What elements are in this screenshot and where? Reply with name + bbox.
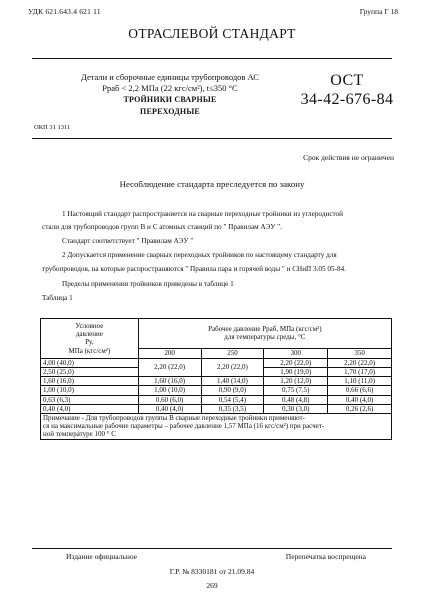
- value-cell: 0,30 (3,0): [264, 404, 328, 413]
- table-note: Примечание - Для трубопроводов группы В сварные переходные тройники применяют- ся на максимальные рабочие параметры – рабочее давление 1,57 МПа (16 кгс/см²) при расчет- ной температуре 100 ° С: [41, 414, 392, 440]
- py-cell: 1,60 (16,0): [41, 377, 139, 386]
- product-name-line-2: ПЕРЕХОДНЫЕ: [140, 106, 200, 116]
- group-code: Группа Г 18: [359, 7, 398, 16]
- temp-250-header: 250: [201, 348, 264, 358]
- paragraph-2-line-2: трубопроводов, на которые распространяются " Правила пара и горячей воды " и СНиП 3.05 05-84.: [42, 265, 346, 273]
- table-row: [41, 395, 392, 404]
- py-cell: 2,50 (25,0): [41, 368, 139, 377]
- merged-200-cell: 2,20 (22,0): [138, 358, 201, 376]
- table-row: [41, 386, 392, 395]
- value-cell: 0,60 (6,0): [138, 395, 201, 404]
- value-cell: 0,26 (2,6): [328, 404, 392, 413]
- noncompliance-statement: Несоблюдение стандарта преследуется по закону: [119, 179, 305, 189]
- value-cell: 0,54 (5,4): [201, 395, 264, 404]
- paragraph-2-line-3: Пределы применения тройников приведены в таблице 1: [62, 280, 234, 288]
- temp-200-header: 200: [138, 348, 201, 358]
- page-title: ОТРАСЛЕВОЙ СТАНДАРТ: [128, 26, 296, 41]
- temp-300-header: 300: [264, 348, 328, 358]
- limits-table: [40, 318, 392, 440]
- value-cell: 0,40 (4,0): [328, 395, 392, 404]
- value-cell: 2,20 (22,0): [328, 358, 392, 367]
- registration-number: Г.Р. № 8330181 от 21.09.84: [169, 567, 255, 576]
- title-divider: [32, 58, 392, 59]
- table-row: [41, 358, 392, 367]
- page-number: 269: [206, 581, 218, 590]
- value-cell: 0,75 (7,5): [264, 386, 328, 395]
- value-cell: 1,10 (11,0): [328, 377, 392, 386]
- paragraph-2-line-1: 2 Допускается применение сварных переходных тройников по настоящему стандарту для: [62, 251, 337, 259]
- table-caption: Таблица 1: [42, 294, 73, 302]
- value-cell: 0,48 (4,8): [264, 395, 328, 404]
- description-line-2: Рраб < 2,2 МПа (22 кгс/см²), t≤350 °С: [102, 82, 238, 93]
- paragraph-1-line-1: 1 Настоящий стандарт распространяется на сварные переходные тройники из углеродистой: [62, 210, 343, 218]
- value-cell: 1,40 (14,0): [201, 377, 264, 386]
- value-cell: 2,20 (22,0): [264, 358, 328, 367]
- py-cell: 4,00 (40,0): [41, 358, 139, 367]
- value-cell: 1,90 (19,0): [264, 368, 328, 377]
- value-cell: 1,00 (10,0): [138, 386, 201, 395]
- py-cell: 0,40 (4,0): [41, 404, 139, 413]
- value-cell: 0,40 (4,0): [138, 404, 201, 413]
- temp-350-header: 350: [328, 348, 392, 358]
- value-cell: 1,20 (12,0): [264, 377, 328, 386]
- paragraph-1-line-2: стали для трубопроводов групп В и С атомных станций по " Правилам АЭУ ".: [42, 223, 282, 231]
- table-header-row: [41, 319, 392, 349]
- merged-250-cell: 2,20 (22,0): [201, 358, 264, 376]
- working-pressure-header: Рабочее давление Рраб, МПа (кгс/см²) для температуры среды, °С: [138, 319, 391, 349]
- official-edition-label: Издание официальное: [66, 552, 138, 561]
- table-row: [41, 377, 392, 386]
- value-cell: 0,35 (3,5): [201, 404, 264, 413]
- standard-description: [50, 72, 290, 117]
- product-name-line-1: ТРОЙНИКИ СВАРНЫЕ: [123, 95, 217, 104]
- table-row: [41, 404, 392, 413]
- okp-code: ОКП 31 1311: [34, 124, 71, 131]
- udk-code: УДК 621.643.4 621 11: [28, 7, 101, 16]
- designation-prefix: ОСТ: [330, 72, 364, 89]
- value-cell: 0,66 (6,6): [328, 386, 392, 395]
- header-divider: [32, 138, 392, 139]
- nominal-pressure-header: Условное давление Ру, МПа (кгс/см²): [41, 319, 139, 359]
- reprint-prohibited-label: Перепечатка воспрещена: [285, 552, 366, 561]
- py-cell: 1,00 (10,0): [41, 386, 139, 395]
- footer-divider: [32, 548, 392, 549]
- value-cell: 1,60 (16,0): [138, 377, 201, 386]
- table-note-row: [41, 414, 392, 440]
- standard-designation: [292, 72, 402, 109]
- py-cell: 0,63 (6,3): [41, 395, 139, 404]
- description-line-1: Детали и сборочные единицы трубопроводов АС: [81, 72, 259, 82]
- validity-statement: Срок действия не ограничен: [303, 153, 394, 162]
- value-cell: 1,70 (17,0): [328, 368, 392, 377]
- paragraph-1-line-3: Стандарт соответствует " Правилам АЭУ ": [62, 237, 194, 245]
- designation-number: 34-42-676-84: [300, 90, 394, 108]
- value-cell: 0,90 (9,0): [201, 386, 264, 395]
